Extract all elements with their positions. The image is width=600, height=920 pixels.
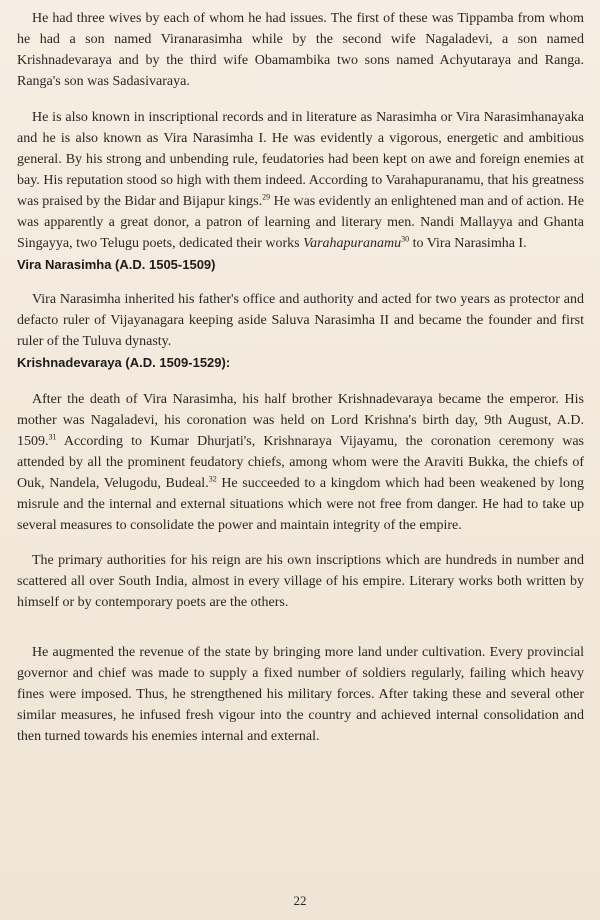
- paragraph-text: After the death of Vira Narasimha, his half brother Krishnadevaraya became the emperor. His mother was Nagaladevi, his coronation was held on Lord Krishna's birth day, 9th August, A.D. 1509.: [17, 392, 584, 449]
- work-title: Varahapuranamu: [303, 236, 402, 251]
- footnote-ref: 30: [401, 234, 410, 244]
- paragraph-vira-narasimha: Vira Narasimha inherited his father's office and authority and acted for two years as protector and defacto ruler of Vijayanagara keeping aside Saluva Narasimha II and became the founder and first ruler of the Tuluva dynasty.: [17, 292, 584, 349]
- paragraph-revenue: He augmented the revenue of the state by bringing more land under cultivation. Every provincial governor and chief was made to supply a fixed number of soldiers regularly, failing which heavy fines were imposed. Thus, he strengthened his military forces. After taking these and several other similar measures, he infused fresh vigour into the country and achieved internal consolidation and then turned towards his enemies internal and external.: [17, 645, 584, 744]
- paragraph-coronation: [17, 389, 584, 536]
- paragraph-text: He succeeded to a kingdom which had been weakened by long misrule and the internal and external situations which were not free from danger. He had to take up several measures to consolidate the power and maintain integrity of the empire.: [17, 476, 585, 533]
- paragraph-text: to Vira Narasimha I.: [409, 236, 527, 251]
- paragraph-narasimha-character: [17, 107, 584, 254]
- page-number: 22: [293, 893, 307, 908]
- paragraph-text: He was evidently an enlightened man and of action. He was apparently a great donor, a patron of learning and literary men. Nandi Mallayya and Ghanta Singayya, two Telugu poets, dedicated their works: [17, 194, 585, 251]
- section-heading-krishnadevaraya: Krishnadevaraya (A.D. 1509-1529):: [17, 355, 231, 370]
- section-heading-vira-narasimha: Vira Narasimha (A.D. 1505-1509): [17, 257, 216, 272]
- footnote-ref: 31: [48, 432, 57, 442]
- paragraph-wives: He had three wives by each of whom he had issues. The first of these was Tippamba from whom he had a son named Viranarasimha while by the second wife Nagaladevi, a son named Krishnadevaraya and by the third wife Obamambika two sons named Achyutaraya and Ranga. Ranga's son was Sadasivaraya.: [17, 11, 584, 89]
- footnote-ref: 32: [208, 474, 217, 484]
- paragraph-authorities: The primary authorities for his reign are his own inscriptions which are hundreds in number and scattered all over South India, almost in every village of his empire. Literary works both written by himself or by contemporary poets are the others.: [17, 553, 584, 610]
- page-body: [17, 8, 584, 747]
- footnote-ref: 29: [262, 192, 271, 202]
- paragraph-text: According to Kumar Dhurjati's, Krishnaraya Vijayamu, the coronation ceremony was attended by all the prominent feudatory chiefs, among whom were the Araviti Bukka, the chiefs of Ouk, Nandela, Velugodu, Budeal.: [17, 434, 584, 491]
- paragraph-text: He is also known in inscriptional records and in literature as Narasimha or Vira Narasimhanayaka and he is also known as Vira Narasimha I. He was evidently a vigorous, energetic and ambitious general. By his strong and unbending rule, feudatories had been kept on awe and foreign enemies at bay. His reputation stood so high with them indeed. According to Varahapuranamu, that his greatness was praised by the Bidar and Bijapur kings.: [17, 110, 584, 209]
